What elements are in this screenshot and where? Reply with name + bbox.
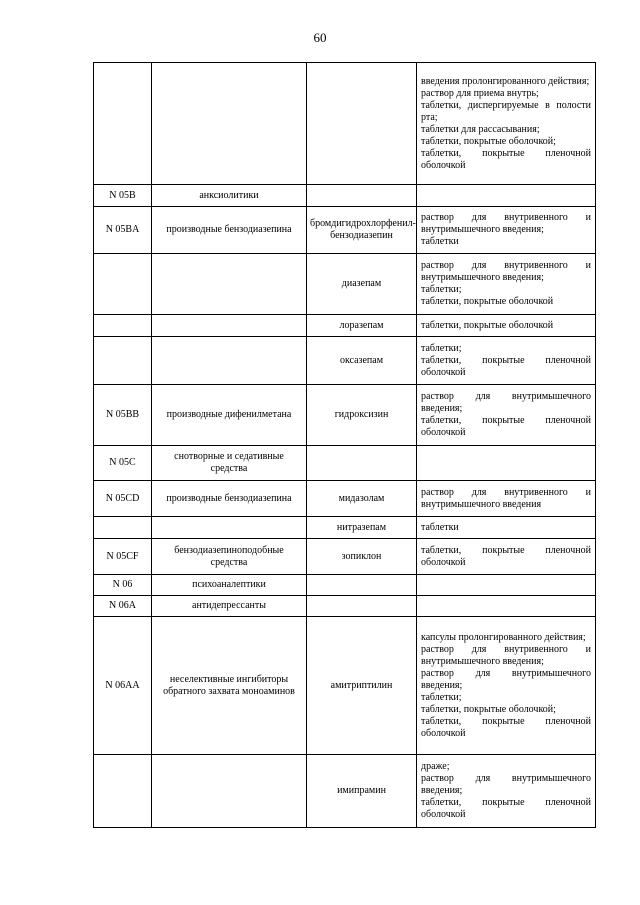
dosage-form-line: таблетки; — [421, 691, 462, 703]
table-row — [94, 446, 596, 481]
atc-group-cell — [152, 337, 307, 385]
atc-group-cell — [152, 254, 307, 315]
dosage-form-line: таблетки, покрытые пленочной оболочкой — [421, 415, 591, 438]
drug-name-cell: зопиклон — [307, 539, 417, 575]
drug-name-cell: диазепам — [307, 254, 417, 315]
dosage-forms-cell — [417, 385, 596, 446]
dosage-form-line: введения пролонгированного действия; — [421, 75, 590, 87]
dosage-form-line: таблетки; — [421, 284, 462, 295]
dosage-forms-cell — [417, 254, 596, 315]
drug-name-cell: мидазолам — [307, 481, 417, 517]
dosage-forms-cell — [417, 315, 596, 337]
dosage-form-line: раствор для внутривенного и внутримышечного введения — [421, 486, 591, 510]
atc-group-cell: бензодиазепиноподобные средства — [152, 539, 307, 575]
dosage-form-line: таблетки, покрытые пленочной оболочкой — [421, 544, 591, 568]
dosage-form-line: таблетки — [421, 236, 459, 247]
drug-table — [93, 62, 596, 828]
drug-name-cell: гидроксизин — [307, 385, 417, 446]
drug-name-cell — [307, 575, 417, 596]
atc-code-cell — [94, 63, 152, 185]
atc-code-cell — [94, 337, 152, 385]
table-row — [94, 207, 596, 254]
table-row — [94, 185, 596, 207]
drug-name-cell: амитриптилин — [307, 617, 417, 755]
atc-group-cell: снотворные и седативные средства — [152, 446, 307, 481]
dosage-form-line: раствор для приема внутрь; — [421, 87, 539, 99]
dosage-form-line: таблетки, покрытые оболочкой; — [421, 135, 556, 147]
table-row — [94, 315, 596, 337]
dosage-forms-cell — [417, 481, 596, 517]
dosage-forms-cell — [417, 596, 596, 617]
dosage-forms-cell — [417, 446, 596, 481]
atc-group-cell: производные дифенилметана — [152, 385, 307, 446]
drug-name-cell — [307, 446, 417, 481]
drug-name-cell — [307, 63, 417, 185]
atc-code-cell: N 05B — [94, 185, 152, 207]
atc-code-cell: N 06AA — [94, 617, 152, 755]
atc-code-cell: N 05CD — [94, 481, 152, 517]
drug-name-cell: оксазепам — [307, 337, 417, 385]
table-row — [94, 481, 596, 517]
dosage-forms-cell — [417, 207, 596, 254]
atc-group-cell — [152, 755, 307, 828]
table-row — [94, 337, 596, 385]
atc-code-cell — [94, 517, 152, 539]
dosage-form-line: раствор для внутривенного и внутримышечного введения; — [421, 643, 591, 667]
table-row — [94, 575, 596, 596]
table-row — [94, 539, 596, 575]
table-row — [94, 254, 596, 315]
atc-group-cell — [152, 517, 307, 539]
table-row — [94, 63, 596, 185]
atc-code-cell: N 05BB — [94, 385, 152, 446]
dosage-forms-cell — [417, 539, 596, 575]
atc-group-cell: производные бензодиазепина — [152, 481, 307, 517]
dosage-form-line: раствор для внутривенного и внутримышечного введения; — [421, 260, 591, 283]
dosage-forms-cell — [417, 63, 596, 185]
dosage-form-line: таблетки, диспергируемые в полости рта; — [421, 99, 591, 123]
atc-code-cell: N 05CF — [94, 539, 152, 575]
table-row — [94, 385, 596, 446]
atc-group-cell: производные бензодиазепина — [152, 207, 307, 254]
atc-code-cell: N 05BA — [94, 207, 152, 254]
dosage-form-line: таблетки, покрытые пленочной оболочкой — [421, 797, 591, 820]
atc-code-cell — [94, 315, 152, 337]
table-row — [94, 755, 596, 828]
drug-name-cell: имипрамин — [307, 755, 417, 828]
dosage-forms-cell — [417, 337, 596, 385]
dosage-form-line: таблетки, покрытые оболочкой — [421, 319, 554, 331]
table-row — [94, 617, 596, 755]
atc-group-cell — [152, 63, 307, 185]
drug-name-cell: лоразепам — [307, 315, 417, 337]
atc-group-cell: антидепрессанты — [152, 596, 307, 617]
dosage-form-line: капсулы пролонгированного действия; — [421, 631, 586, 643]
table-row — [94, 596, 596, 617]
atc-code-cell: N 06 — [94, 575, 152, 596]
dosage-forms-cell — [417, 517, 596, 539]
dosage-form-line: таблетки, покрытые оболочкой; — [421, 703, 556, 715]
atc-code-cell: N 06A — [94, 596, 152, 617]
drug-name-cell: бромдигидрохлорфенил-бензодиазепин — [307, 207, 417, 254]
atc-code-cell: N 05C — [94, 446, 152, 481]
page-number: 60 — [313, 30, 327, 45]
dosage-form-line: драже; — [421, 761, 450, 772]
drug-name-cell — [307, 596, 417, 617]
dosage-form-line: раствор для внутримышечного введения; — [421, 773, 591, 796]
dosage-form-line: таблетки для рассасывания; — [421, 123, 540, 135]
atc-group-cell — [152, 315, 307, 337]
dosage-form-line: таблетки, покрытые оболочкой — [421, 296, 554, 307]
dosage-forms-cell — [417, 185, 596, 207]
atc-code-cell — [94, 254, 152, 315]
dosage-form-line: таблетки — [421, 521, 459, 533]
dosage-forms-cell — [417, 617, 596, 755]
dosage-form-line: таблетки; — [421, 342, 462, 354]
dosage-form-line: таблетки, покрытые пленочной оболочкой — [421, 354, 591, 378]
dosage-form-line: таблетки, покрытые пленочной оболочкой — [421, 147, 591, 171]
drug-name-cell — [307, 185, 417, 207]
atc-group-cell: неселективные ингибиторы обратного захвата моноаминов — [152, 617, 307, 755]
drug-table-body — [94, 63, 596, 828]
atc-group-cell: психоаналептики — [152, 575, 307, 596]
drug-name-cell: нитразепам — [307, 517, 417, 539]
dosage-form-line: таблетки, покрытые пленочной оболочкой — [421, 715, 591, 739]
dosage-forms-cell — [417, 575, 596, 596]
atc-code-cell — [94, 755, 152, 828]
dosage-forms-cell — [417, 755, 596, 828]
dosage-form-line: раствор для внутримышечного введения; — [421, 667, 591, 691]
dosage-form-line: раствор для внутримышечного введения; — [421, 391, 591, 414]
table-row — [94, 517, 596, 539]
atc-group-cell: анксиолитики — [152, 185, 307, 207]
dosage-form-line: раствор для внутривенного и внутримышечного введения; — [421, 212, 591, 235]
